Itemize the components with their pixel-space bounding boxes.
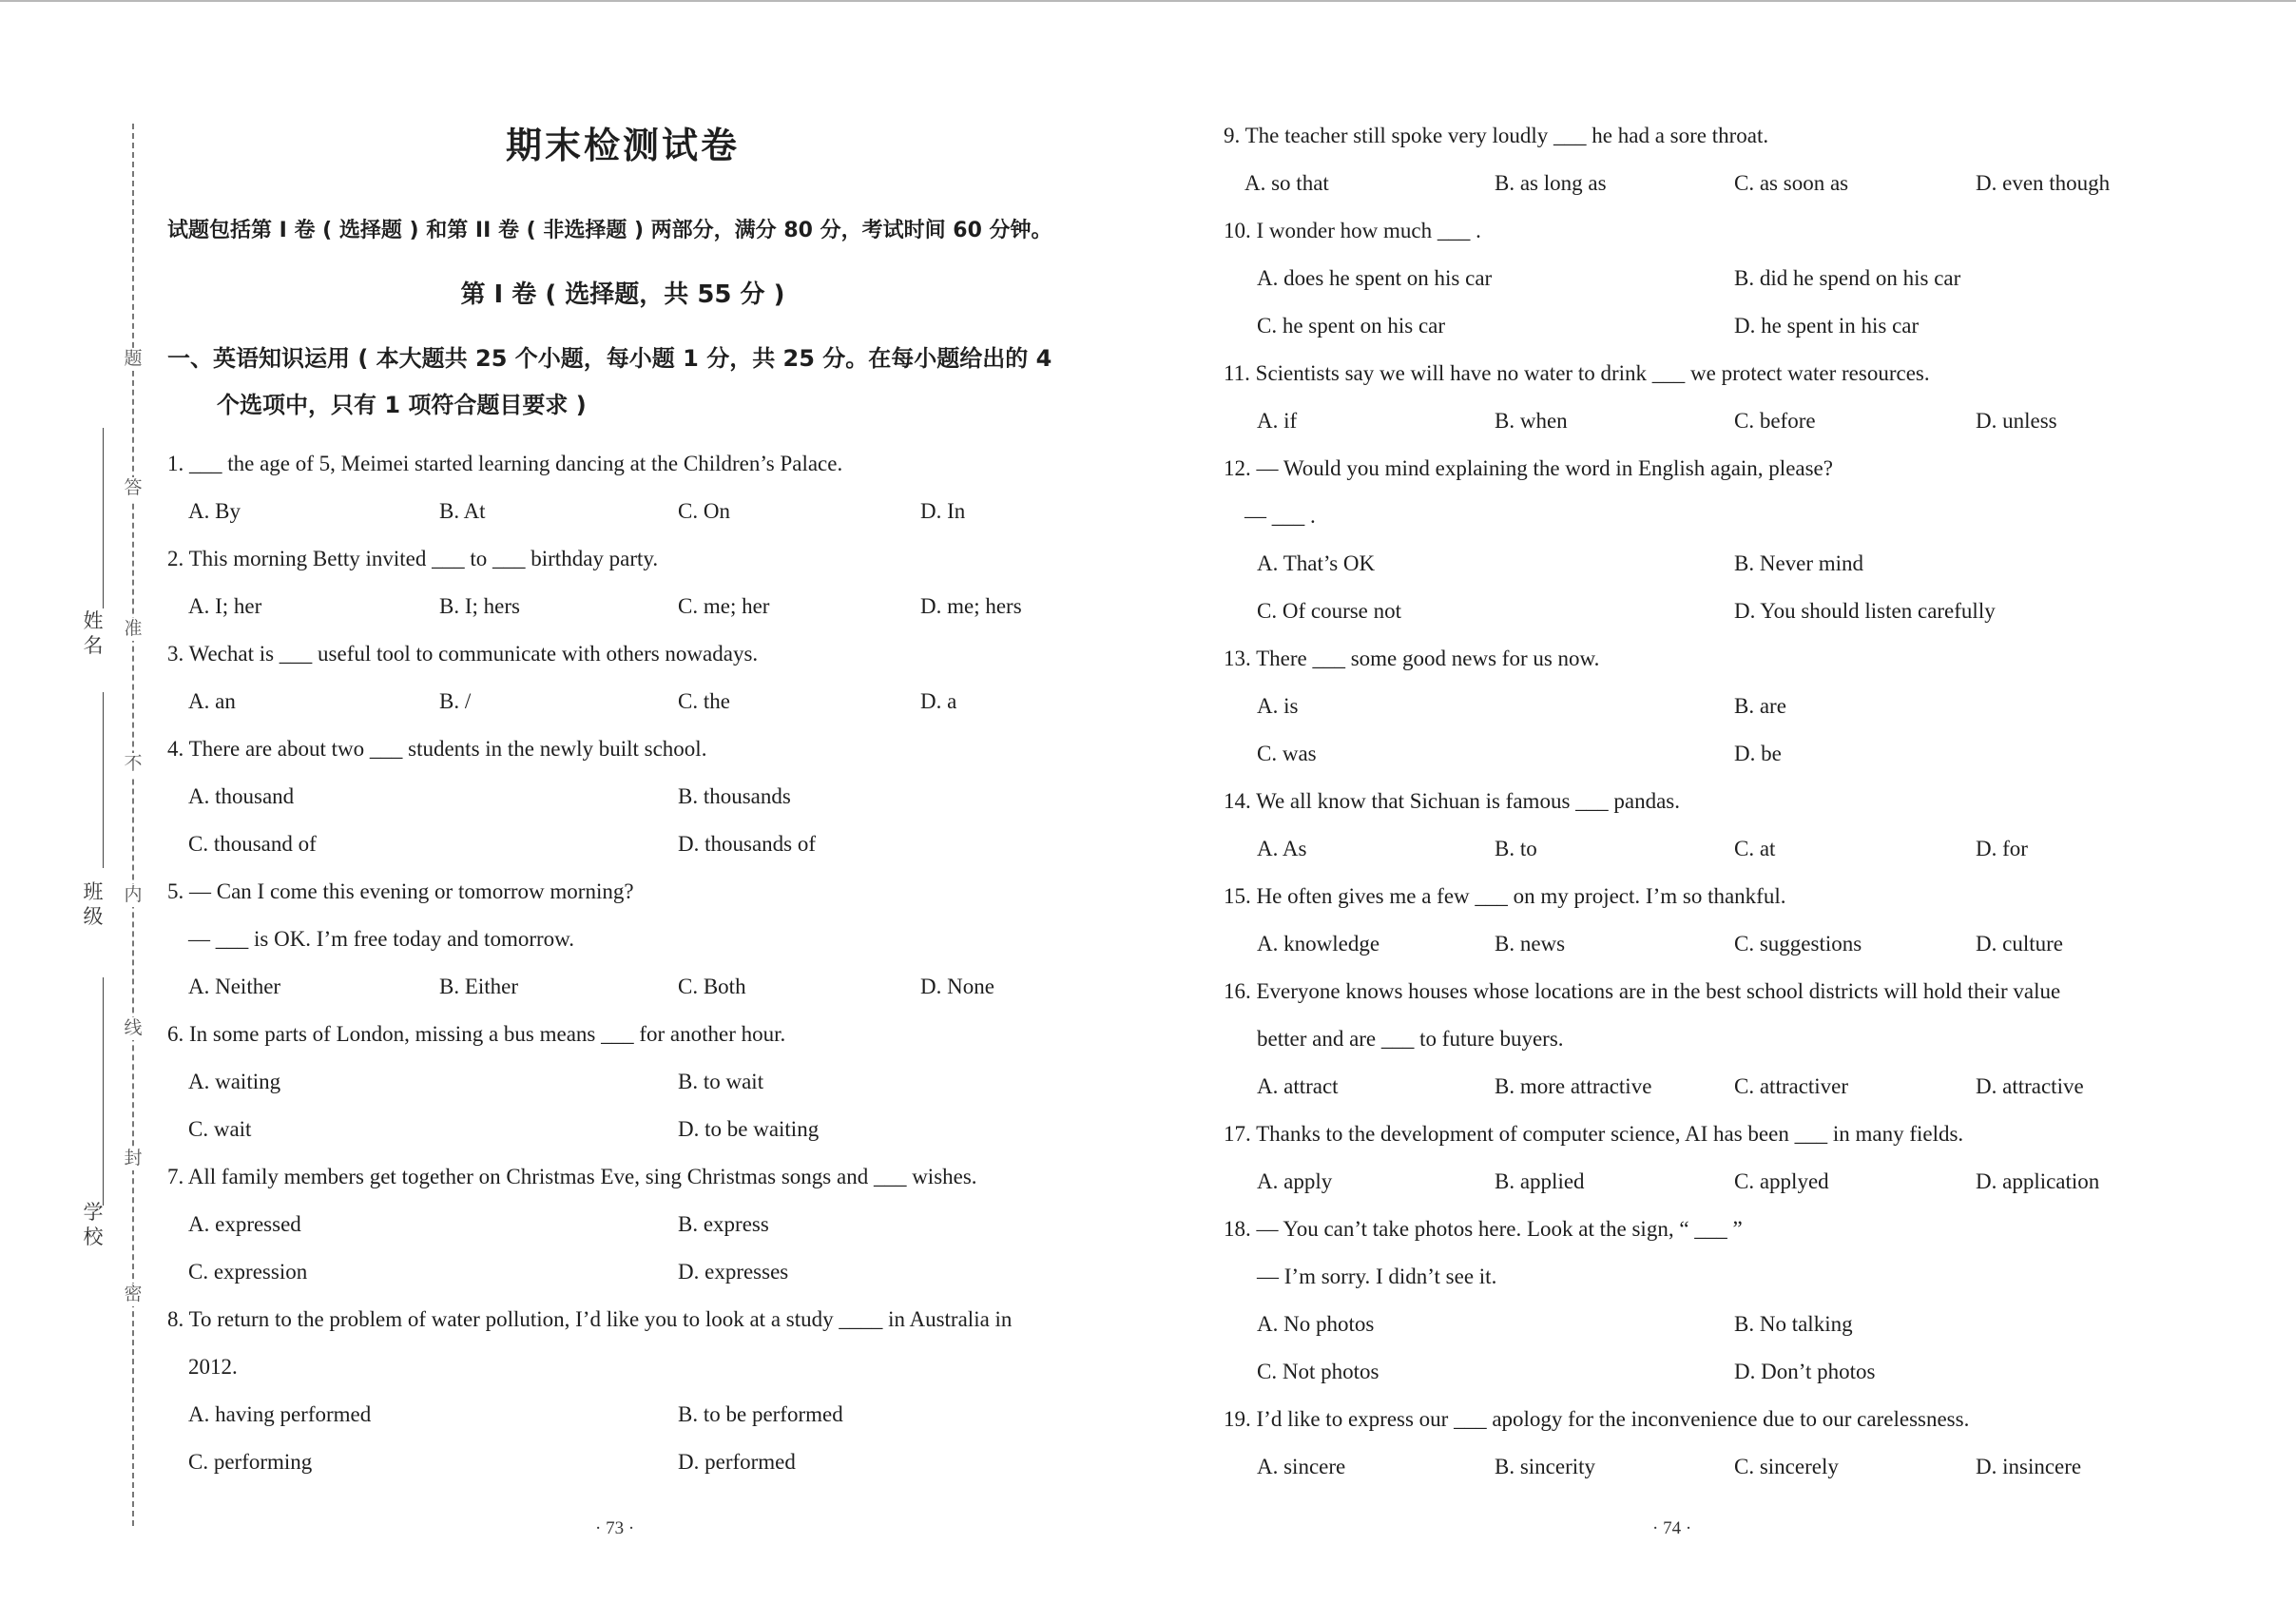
question-option: C. applyed [1734, 1169, 1829, 1193]
question-option: A. attract [1257, 1074, 1339, 1098]
question-option: B. to wait [678, 1070, 764, 1093]
question-option: D. thousands of [678, 832, 817, 856]
question-option: B. Either [439, 975, 519, 998]
question-option: C. he spent on his car [1257, 314, 1446, 338]
question-option: C. before [1734, 409, 1816, 433]
seal-char: 不 [120, 753, 146, 776]
seal-char: 封 [120, 1148, 146, 1170]
question-option: B. when [1495, 409, 1568, 433]
question-option: B. applied [1495, 1169, 1585, 1193]
question-option: B. thousands [678, 784, 791, 808]
question-option: A. By [188, 499, 241, 523]
question-option: D. culture [1976, 932, 2063, 956]
question-option: B. Never mind [1734, 551, 1864, 575]
question-stem: 2. This morning Betty invited ___ to ___ birthday party. [167, 547, 659, 570]
section-title: 第 I 卷 ( 选择题，共 55 分 ) [460, 280, 785, 309]
question-option: D. be [1734, 742, 1782, 765]
question-option: C. attractiver [1734, 1074, 1849, 1098]
question-option: A. does he spent on his car [1257, 266, 1493, 290]
question-stem: 6. In some parts of London, missing a bus means ___ for another hour. [167, 1022, 786, 1046]
question-option: D. None [920, 975, 994, 998]
question-option: B. At [439, 499, 486, 523]
class-blank-line [103, 692, 104, 868]
seal-char: 内 [120, 884, 146, 907]
question-stem: 12. — Would you mind explaining the word in English again, please? [1224, 456, 1833, 480]
question-option: A. That’s OK [1257, 551, 1376, 575]
seal-char: 线 [120, 1017, 146, 1040]
question-option: A. Neither [188, 975, 281, 998]
question-option: A. As [1257, 837, 1307, 860]
question-stem-cont: 2012. [188, 1355, 238, 1379]
question-option: B. No talking [1734, 1312, 1853, 1336]
question-stem-cont: — ___ is OK. I’m free today and tomorrow. [188, 927, 575, 951]
question-option: C. Both [678, 975, 746, 998]
seal-char: 题 [120, 348, 146, 371]
question-option: C. On [678, 499, 730, 523]
question-option: C. sincerely [1734, 1455, 1839, 1478]
question-option: C. wait [188, 1117, 252, 1141]
question-option: D. insincere [1976, 1455, 2082, 1478]
question-option: B. as long as [1495, 171, 1607, 195]
page-number-left: · 73 · [595, 1518, 635, 1538]
question-option: A. sincere [1257, 1455, 1346, 1478]
question-option: D. Don’t photos [1734, 1360, 1876, 1383]
question-option: B. to be performed [678, 1402, 843, 1426]
question-stem: 4. There are about two ___ students in the newly built school. [167, 737, 707, 761]
question-stem: 8. To return to the problem of water pollution, I’d like you to look at a study ____ in Australia in [167, 1307, 1013, 1331]
name-label: 姓名 [83, 609, 104, 657]
question-option: C. suggestions [1734, 932, 1862, 956]
page-number-right: · 74 · [1652, 1518, 1692, 1538]
question-stem: 10. I wonder how much ___ . [1224, 219, 1481, 242]
question-option: C. Of course not [1257, 599, 1402, 623]
page-title: 期末检测试卷 [505, 125, 740, 166]
question-option: A. thousand [188, 784, 295, 808]
exam-intro: 试题包括第 I 卷 ( 选择题 ) 和第 II 卷 ( 非选择题 ) 两部分，满分 80 分，考试时间 60 分钟。 [167, 219, 1052, 242]
question-option: C. expression [188, 1260, 308, 1284]
top-border [0, 0, 2296, 2]
question-option: D. even though [1976, 171, 2111, 195]
question-option: D. In [920, 499, 966, 523]
question-option: A. knowledge [1257, 932, 1380, 956]
question-option: D. application [1976, 1169, 2100, 1193]
question-option: B. news [1495, 932, 1566, 956]
question-option: D. You should listen carefully [1734, 599, 1996, 623]
question-stem: 3. Wechat is ___ useful tool to communicate with others nowadays. [167, 642, 759, 666]
question-option: A. I; her [188, 594, 262, 618]
question-stem: 13. There ___ some good news for us now. [1224, 647, 1600, 670]
class-label: 班级 [83, 880, 104, 928]
question-option: A. an [188, 689, 236, 713]
question-option: D. expresses [678, 1260, 789, 1284]
question-option: D. to be waiting [678, 1117, 820, 1141]
question-stem: 1. ___ the age of 5, Meimei started learning dancing at the Children’s Palace. [167, 452, 843, 475]
question-option: D. unless [1976, 409, 2057, 433]
question-stem: 11. Scientists say we will have no water to drink ___ we protect water resources. [1224, 361, 1930, 385]
question-stem-cont: better and are ___ to future buyers. [1257, 1027, 1564, 1051]
seal-char: 密 [120, 1284, 146, 1306]
question-stem: 9. The teacher still spoke very loudly ___ he had a sore throat. [1224, 124, 1769, 147]
question-option: A. apply [1257, 1169, 1333, 1193]
question-option: A. is [1257, 694, 1299, 718]
question-option: C. the [678, 689, 730, 713]
question-option: C. Not photos [1257, 1360, 1380, 1383]
question-option: A. No photos [1257, 1312, 1375, 1336]
question-option: D. for [1976, 837, 2028, 860]
question-option: C. was [1257, 742, 1317, 765]
seal-char: 准 [120, 618, 146, 641]
question-option: B. I; hers [439, 594, 520, 618]
question-option: D. performed [678, 1450, 796, 1474]
question-option: C. me; her [678, 594, 770, 618]
question-stem-cont: — I’m sorry. I didn’t see it. [1257, 1265, 1497, 1288]
name-blank-line [103, 428, 104, 608]
school-label: 学校 [83, 1201, 104, 1248]
question-option: A. expressed [188, 1212, 301, 1236]
question-stem: 18. — You can’t take photos here. Look at the sign, “ ___ ” [1224, 1217, 1743, 1241]
question-option: A. waiting [188, 1070, 281, 1093]
question-stem: 5. — Can I come this evening or tomorrow morning? [167, 879, 634, 903]
seal-char: 答 [120, 477, 146, 500]
question-stem-cont: — ___ . [1244, 504, 1316, 528]
question-option: B. / [439, 689, 472, 713]
part-heading-line1: 一、英语知识运用 ( 本大题共 25 个小题，每小题 1 分，共 25 分。在每小题给出的 4 [167, 345, 1052, 372]
question-option: B. to [1495, 837, 1537, 860]
question-option: C. as soon as [1734, 171, 1849, 195]
question-option: B. more attractive [1495, 1074, 1652, 1098]
question-stem: 19. I’d like to express our ___ apology for the inconvenience due to our carelessness. [1224, 1407, 1970, 1431]
question-option: B. are [1734, 694, 1786, 718]
question-option: D. a [920, 689, 957, 713]
question-stem: 16. Everyone knows houses whose locations are in the best school districts will hold their value [1224, 979, 2061, 1003]
question-option: B. express [678, 1212, 769, 1236]
school-blank-line [103, 977, 104, 1206]
question-option: D. me; hers [920, 594, 1022, 618]
question-stem: 7. All family members get together on Christmas Eve, sing Christmas songs and ___ wishes. [167, 1165, 977, 1188]
question-stem: 14. We all know that Sichuan is famous ___ pandas. [1224, 789, 1681, 813]
question-option: D. he spent in his car [1734, 314, 1920, 338]
question-option: B. did he spend on his car [1734, 266, 1961, 290]
question-option: C. thousand of [188, 832, 317, 856]
question-stem: 15. He often gives me a few ___ on my project. I’m so thankful. [1224, 884, 1786, 908]
question-option: B. sincerity [1495, 1455, 1596, 1478]
question-option: C. performing [188, 1450, 313, 1474]
question-option: A. having performed [188, 1402, 372, 1426]
question-option: A. so that [1244, 171, 1329, 195]
question-option: D. attractive [1976, 1074, 2084, 1098]
question-option: A. if [1257, 409, 1298, 433]
part-heading-line2: 个选项中，只有 1 项符合题目要求 ) [217, 392, 587, 418]
seal-dashed-line [132, 124, 134, 1526]
question-stem: 17. Thanks to the development of computer science, AI has been ___ in many fields. [1224, 1122, 1964, 1146]
question-option: C. at [1734, 837, 1776, 860]
